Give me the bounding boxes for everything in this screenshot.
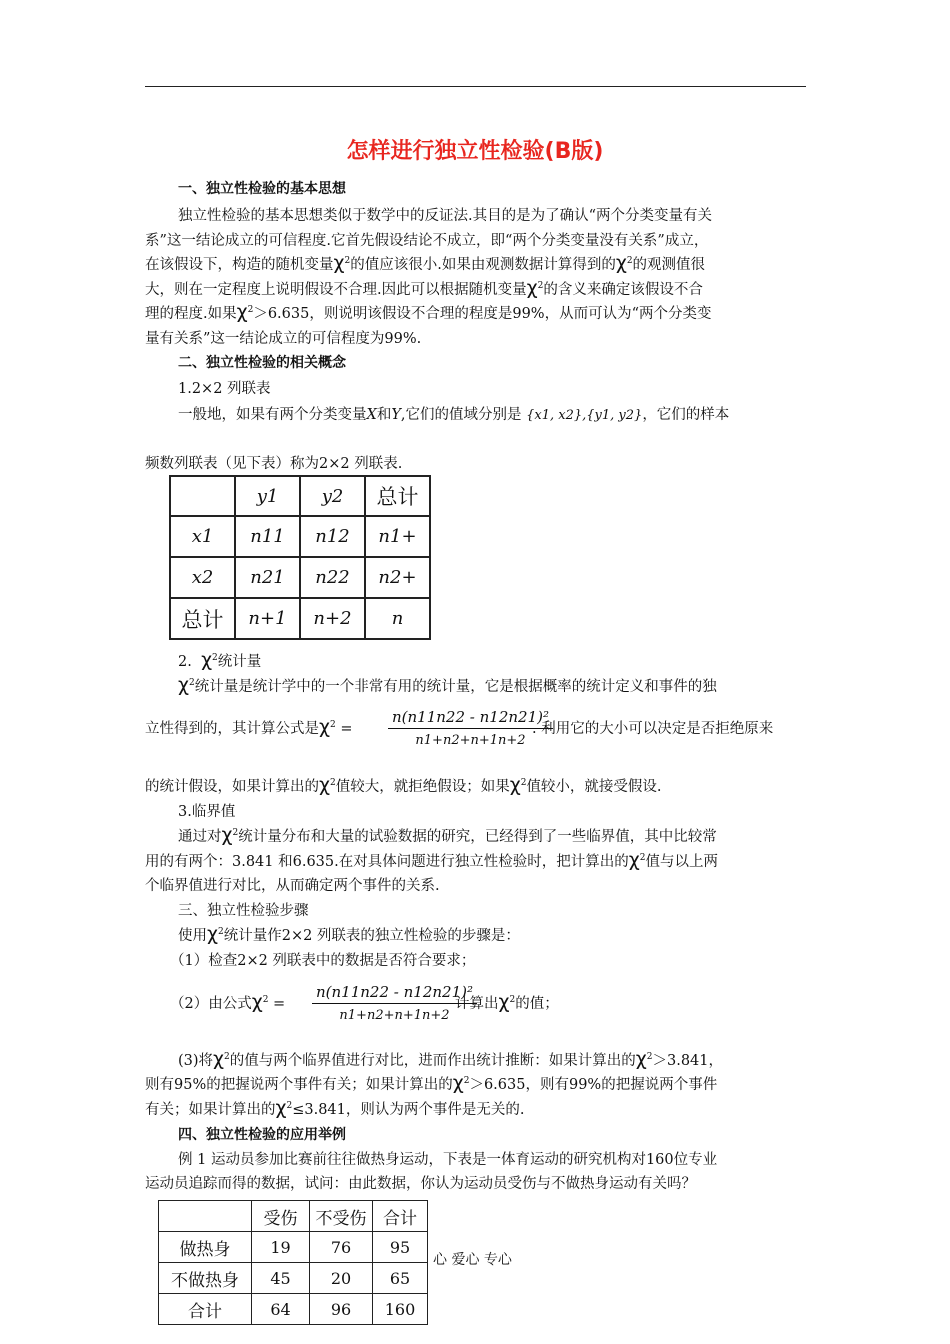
paragraph-line: . 利用它的大小可以决定是否拒绝原来 bbox=[532, 721, 774, 737]
paragraph-line: 用的有两个：3.841 和6.635.在对具体问题进行独立性检验时，把计算出的$\chi^2$值与以上两 bbox=[145, 849, 718, 871]
table-row: 合计 64 96 160 bbox=[159, 1294, 428, 1325]
header-rule bbox=[145, 86, 806, 87]
chi-square-formula: $\frac{\text{n(n11n22 - n12n21)²}}{n1+n2+n+1n+2}$ bbox=[312, 983, 477, 1023]
contingency-table bbox=[169, 475, 431, 640]
paragraph-line: 则有95%的把握说两个事件有关；如果计算出的$\chi^2>6.635$，则有99%的把握说两个事件 bbox=[145, 1072, 718, 1094]
paragraph-line: 理的程度.如果$\chi^2>6.635$，则说明该假设不合理的程度是99%，从而可认为“两个分类变 bbox=[145, 301, 712, 323]
paragraph-line: 通过对$\chi^2$统计量分布和大量的试验数据的研究，已经得到了一些临界值，其中比较常 bbox=[178, 824, 717, 846]
chi-square-formula: $\frac{\text{n(n11n22 - n12n21)²}}{n1+n2+n+1n+2}$ bbox=[388, 708, 553, 748]
section-heading-2: 二、独立性检验的相关概念 bbox=[178, 355, 346, 371]
paragraph-line: 立性得到的，其计算公式是$\chi^2$ = bbox=[145, 716, 353, 738]
paragraph-line: 系”这一结论成立的可信程度.它首先假设结论不成立，即“两个分类变量没有关系”成立， bbox=[145, 233, 709, 249]
page-title: 怎样进行独立性检验(B版) bbox=[346, 139, 604, 164]
example-table bbox=[158, 1200, 428, 1325]
value-set: {x1, x2},{y1, y2} bbox=[526, 408, 643, 423]
paragraph-line: 量有关系”这一结论成立的可信程度为99%. bbox=[145, 331, 422, 347]
table-row: 不做热身 45 20 65 bbox=[159, 1263, 428, 1294]
paragraph-line: 在该假设下，构造的随机变量$\chi^2$的值应该很小.如果由观测数据计算得到的$\chi^2$的观测值很 bbox=[145, 252, 706, 274]
section-heading-3: 三、独立性检验步骤 bbox=[178, 903, 309, 919]
paragraph-line: 计算出$\chi^2$的值； bbox=[455, 991, 559, 1013]
subheading: 1.2×2 列联表 bbox=[178, 381, 271, 397]
paragraph-line: 个临界值进行对比，从而确定两个事件的关系. bbox=[145, 878, 440, 894]
paragraph-line: 频数列联表（见下表）称为2×2 列联表. bbox=[145, 456, 403, 472]
section-heading-1: 一、独立性检验的基本思想 bbox=[178, 181, 346, 197]
paragraph-line: 的统计假设，如果计算出的$\chi^2$值较大，就拒绝假设；如果$\chi^2$值较小，就接受假设. bbox=[145, 774, 662, 796]
table-row: 总计 n+1 n+2 n bbox=[170, 598, 430, 639]
paragraph-line: $\chi^2$统计量是统计学中的一个非常有用的统计量，它是根据概率的统计定义和事件的独 bbox=[178, 674, 717, 696]
section-heading-4: 四、独立性检验的应用举例 bbox=[178, 1127, 346, 1143]
paragraph-line: 一般地，如果有两个分类变量X和Y,它们的值域分别是 {x1, x2},{y1, y2}，它们的样本 bbox=[178, 407, 730, 423]
footer-mark: 心 爱心 专心 bbox=[433, 1252, 512, 1268]
paragraph-line: 有关；如果计算出的$\chi^2\le 3.841$，则认为两个事件是无关的. bbox=[145, 1097, 525, 1119]
step-2: （2）由公式$\chi^2$ = bbox=[170, 991, 286, 1013]
paragraph-line: 使用$\chi^2$统计量作2×2 列联表的独立性检验的步骤是： bbox=[178, 923, 520, 945]
paragraph-line: 大，则在一定程度上说明假设不合理.因此可以根据随机变量$\chi^2$的含义来确定该假设不合 bbox=[145, 277, 703, 299]
subheading: 2. $\chi^2$统计量 bbox=[178, 649, 262, 671]
table-row: y1 y2 总计 bbox=[170, 476, 430, 516]
table-row: 做热身 19 76 95 bbox=[159, 1232, 428, 1263]
subheading: 3.临界值 bbox=[178, 804, 236, 820]
table-row: x1 n11 n12 n1+ bbox=[170, 516, 430, 557]
paragraph-line: 运动员追踪而得的数据，试问：由此数据，你认为运动员受伤与不做热身运动有关吗？ bbox=[145, 1176, 696, 1192]
table-row: 受伤 不受伤 合计 bbox=[159, 1201, 428, 1232]
paragraph-line: 例 1 运动员参加比赛前往往做热身运动，下表是一体育运动的研究机构对160位专业 bbox=[178, 1152, 718, 1168]
paragraph-line: 独立性检验的基本思想类似于数学中的反证法.其目的是为了确认“两个分类变量有关 bbox=[178, 208, 713, 224]
step-3: (3)将$\chi^2$的值与两个临界值进行对比，进而作出统计推断：如果计算出的$\chi^2>3.841$， bbox=[178, 1048, 723, 1070]
table-row: x2 n21 n22 n2+ bbox=[170, 557, 430, 598]
step-1: （1）检查2×2 列联表中的数据是否符合要求； bbox=[170, 953, 476, 969]
